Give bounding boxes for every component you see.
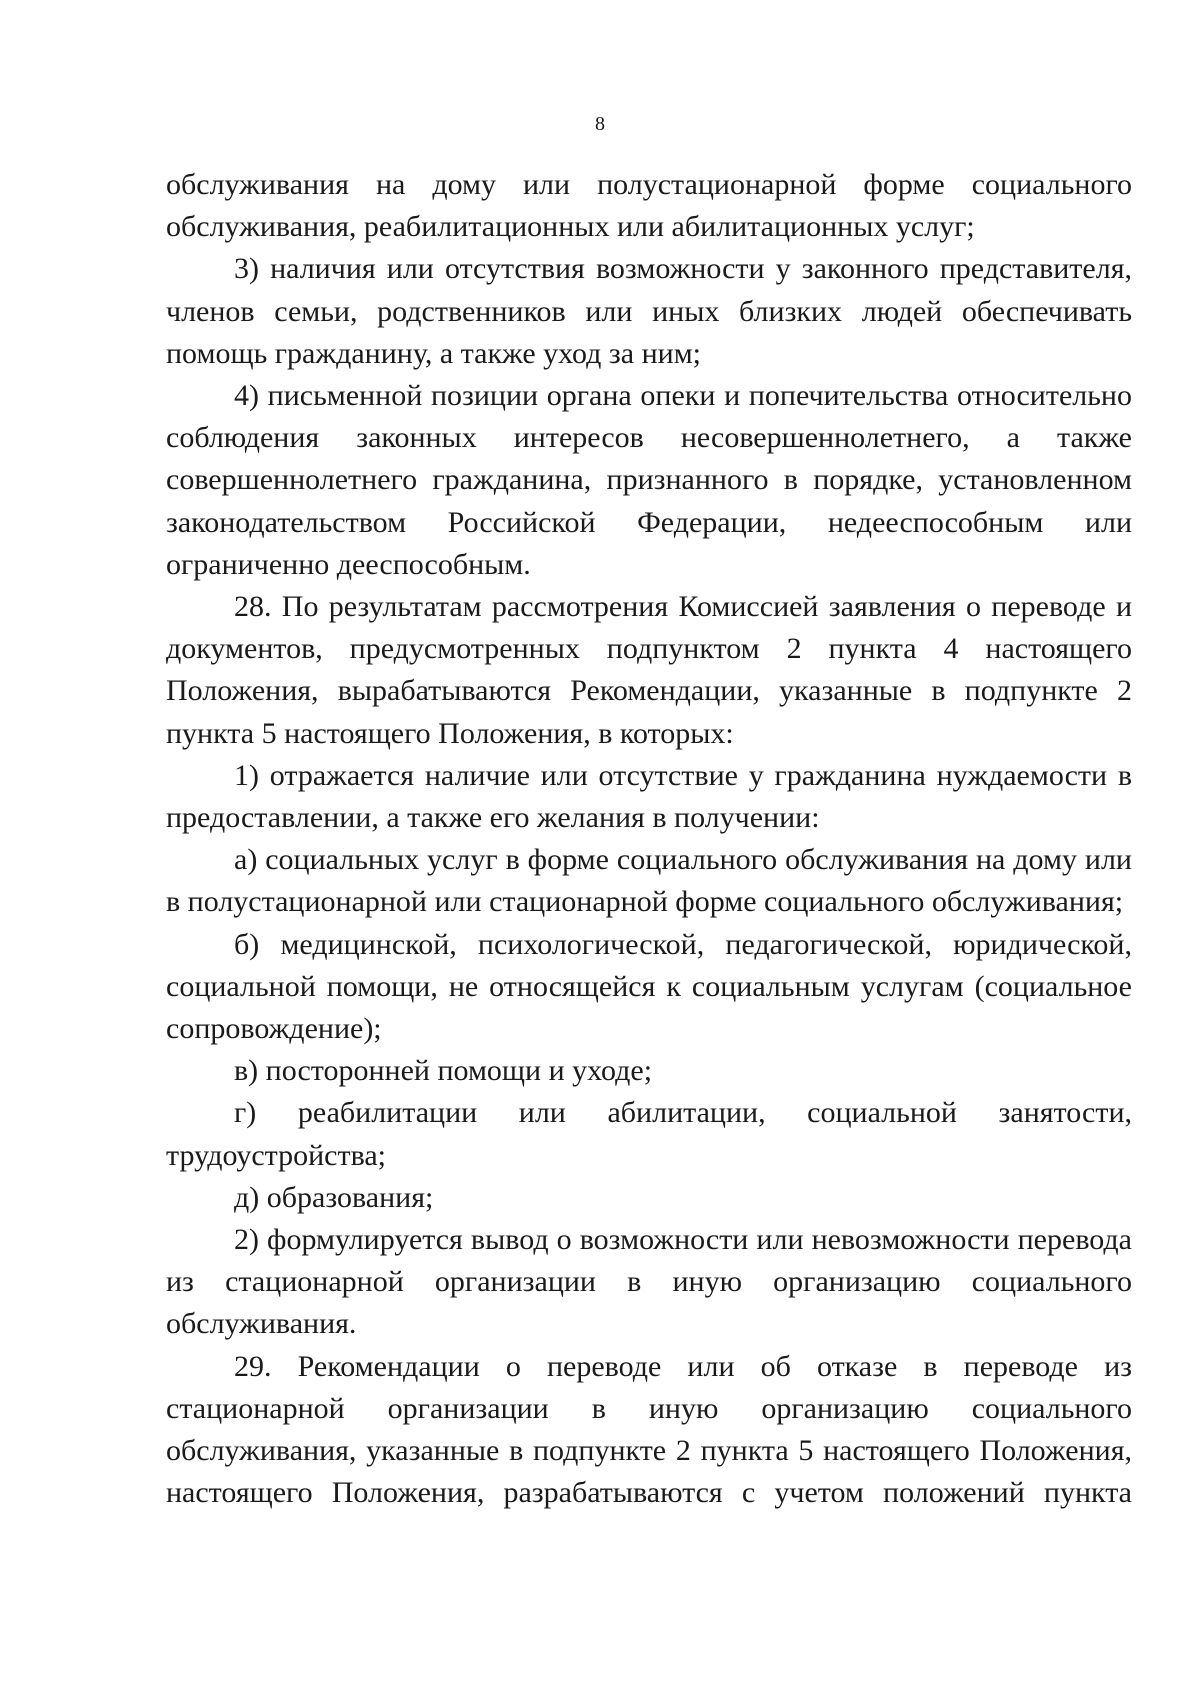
- paragraph-subitem-a: а) социальных услуг в форме социального обслуживания на дому или в полустационарной или стационарной форме социального обслуживания;: [166, 843, 1132, 919]
- paragraph-subitem-d: д) образования;: [234, 1180, 434, 1214]
- paragraph-subitem-b: б) медицинской, психологической, педагогической, юридической, социальной помощи, не относящейся к социальным услугам (социальное сопровождение);: [166, 927, 1132, 1046]
- document-body: [166, 164, 1132, 1515]
- paragraph-subitem-v: в) посторонней помощи и уходе;: [234, 1054, 653, 1088]
- page-number: 8: [595, 113, 605, 135]
- paragraph-subitem-g: г) реабилитации или абилитации, социальной занятости, трудоустройства;: [166, 1096, 1132, 1172]
- paragraph-clause-28: 28. По результатам рассмотрения Комиссией заявления о переводе и документов, предусмотренных подпунктом 2 пункта 4 настоящего Положения, вырабатываются Рекомендации, указанные в подпункте 2 пункта 5 настоящего Положения, в которых:: [166, 590, 1132, 750]
- paragraph-item-4: 4) письменной позиции органа опеки и попечительства относительно соблюдения законных интересов несовершеннолетнего, а также совершеннолетнего гражданина, признанного в порядке, установленном законодательством Российской Федерации, недееспособным или ограниченно дееспособным.: [166, 379, 1132, 581]
- paragraph-subitem-2: 2) формулируется вывод о возможности или невозможности перевода из стационарной организации в иную организацию социального обслуживания.: [166, 1223, 1132, 1341]
- paragraph-clause-29: 29. Рекомендации о переводе или об отказе в переводе из стационарной организации в иную организацию социального обслуживания, указанные в подпункте 2 пункта 5 настоящего Положения, настоящего Положения, разрабатываются с учетом положений пункта: [166, 1349, 1132, 1510]
- paragraph-item-3: 3) наличия или отсутствия возможности у законного представителя, членов семьи, родственников или иных близких людей обеспечивать помощь гражданину, а также уход за ним;: [166, 252, 1132, 370]
- paragraph-continuation: обслуживания на дому или полустационарной форме социального обслуживания, реабилитационных или абилитационных услуг;: [166, 168, 1132, 244]
- paragraph-subitem-1: 1) отражается наличие или отсутствие у гражданина нуждаемости в предоставлении, а также его желания в получении:: [166, 758, 1132, 835]
